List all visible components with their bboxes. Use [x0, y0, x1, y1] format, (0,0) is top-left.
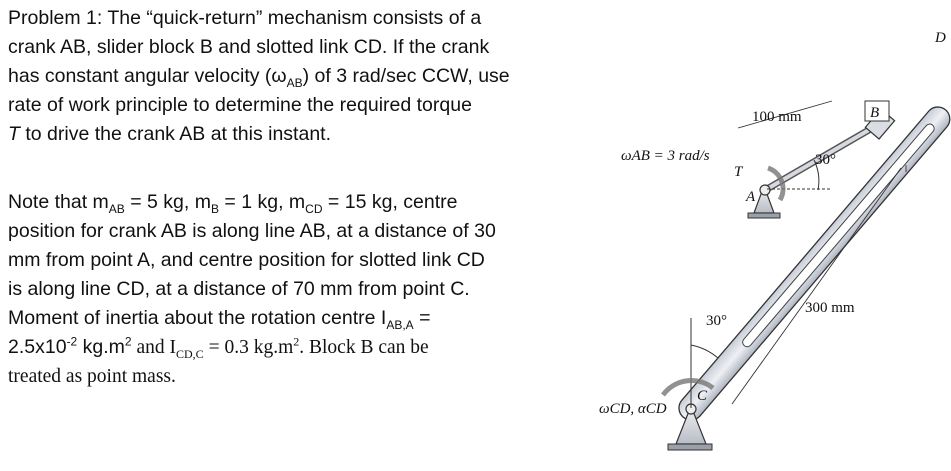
omega-cd-label: ωCD, αCD	[599, 401, 667, 417]
problem-line-3: has constant angular velocity $(\omega_{AB})$ of 3 rad/sec CCW, use	[8, 65, 510, 90]
note-line-4: is along line CD, at a distance of 70 mm from point C.	[8, 278, 470, 300]
problem-line-1: Problem 1: The “quick-return” mechanism consists of a	[8, 7, 482, 29]
pin-support-c	[668, 404, 712, 450]
problem-line-4: rate of work principle to determine the required torque	[8, 94, 472, 116]
dim-300mm-label: 300 mm	[805, 300, 855, 316]
label-a: A	[746, 189, 756, 205]
label-d: D	[935, 30, 946, 46]
dim-100mm-label: 100 mm	[752, 109, 802, 125]
note-line-2: position for crank AB is along line AB, at a distance of 30	[8, 220, 496, 242]
label-c: C	[697, 388, 708, 404]
note-line-3: mm from point A, and centre position for slotted link CD	[8, 249, 485, 271]
mechanism-diagram	[588, 0, 951, 466]
problem-line-2: crank AB, slider block B and slotted link CD. If the crank	[8, 36, 490, 58]
angle-bottom-label: 30°	[706, 313, 727, 329]
problem-text-column	[8, 4, 574, 391]
mechanism-figure	[588, 0, 951, 466]
problem-statement	[8, 4, 574, 149]
angle-top-label: 30°	[815, 152, 836, 168]
label-t: T	[734, 164, 743, 180]
note-line-5: Moment of inertia about the rotation centre $I_{AB,A}$ =	[8, 307, 431, 332]
note-paragraph	[8, 188, 574, 391]
slotted-link-cd	[674, 102, 951, 425]
note-line-6: $2.5x10^{-2}$ $kg.m^2$ and $I_{CD,C} = 0.3$ $kg.m^2$. Block B can be	[8, 334, 429, 361]
note-line-1: Note that $m_{AB} = 5$ kg, $m_B = 1$ kg, $m_{CD} = 15$ kg, centre	[8, 191, 458, 216]
note-line-7: treated as point mass.	[8, 366, 176, 387]
label-b: B	[870, 105, 880, 121]
problem-line-5: T to drive the crank AB at this instant.	[8, 123, 332, 145]
omega-ab-label: ωAB = 3 rad/s	[621, 148, 710, 164]
